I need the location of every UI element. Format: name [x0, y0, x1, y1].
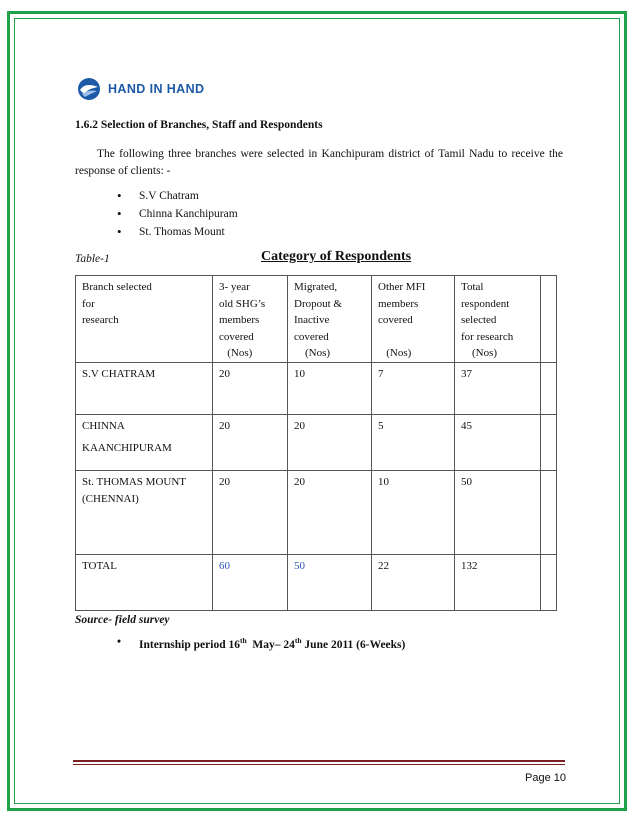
list-item: • Chinna Kanchipuram	[115, 205, 238, 223]
table-header-row	[76, 276, 557, 363]
cell-branch: S.V CHATRAM	[76, 363, 213, 415]
header-migrated: Migrated, Dropout & Inactive covered (Nos)	[288, 276, 372, 363]
cell-total: 45	[455, 415, 541, 471]
intro-paragraph: The following three branches were selected in Kanchipuram district of Tamil Nadu to receive the response of clients: -	[75, 148, 563, 177]
bullet-dot: •	[117, 636, 122, 648]
logo-text: HAND IN HAND	[108, 82, 205, 96]
table-edge-cell	[541, 276, 557, 363]
footer-rule	[73, 760, 565, 762]
respondents-table	[75, 275, 557, 611]
cell-migrated: 20	[288, 415, 372, 471]
cell-other: 10	[372, 471, 455, 555]
table-row	[76, 555, 557, 611]
branch-list	[115, 187, 238, 241]
table-edge-cell	[541, 363, 557, 415]
internship-line	[115, 636, 405, 651]
header-shg: 3- year old SHG’s members covered (Nos)	[213, 276, 288, 363]
table-title: Category of Respondents	[261, 249, 412, 264]
header-branch: Branch selected for research	[76, 276, 213, 363]
cell-other: 22	[372, 555, 455, 611]
cell-shg: 20	[213, 471, 288, 555]
hands-logo-icon	[76, 77, 102, 101]
cell-migrated: 50	[288, 555, 372, 611]
list-item: • S.V Chatram	[115, 187, 238, 205]
cell-total: 132	[455, 555, 541, 611]
table-row	[76, 471, 557, 555]
section-heading: 1.6.2 Selection of Branches, Staff and Respondents	[75, 119, 323, 131]
header-other-mfi: Other MFI members covered (Nos)	[372, 276, 455, 363]
cell-shg: 60	[213, 555, 288, 611]
page-number: Page 10	[525, 772, 566, 784]
table-row	[76, 363, 557, 415]
cell-migrated: 10	[288, 363, 372, 415]
cell-other: 7	[372, 363, 455, 415]
internship-text: Internship period 16th May– 24th June 2011 (6-Weeks)	[139, 636, 406, 651]
cell-other: 5	[372, 415, 455, 471]
table-source: Source- field survey	[75, 614, 170, 626]
table-edge-cell	[541, 555, 557, 611]
footer-rule-thin	[73, 764, 565, 765]
cell-branch: CHINNA KAANCHIPURAM	[76, 415, 213, 471]
cell-branch: St. THOMAS MOUNT (CHENNAI)	[76, 471, 213, 555]
header-total: Total respondent selected for research (Nos)	[455, 276, 541, 363]
cell-migrated: 20	[288, 471, 372, 555]
cell-branch: TOTAL	[76, 555, 213, 611]
list-item: • St. Thomas Mount	[115, 223, 238, 241]
table-label: Table-1	[75, 253, 110, 265]
cell-total: 50	[455, 471, 541, 555]
table-edge-cell	[541, 415, 557, 471]
cell-shg: 20	[213, 415, 288, 471]
cell-total: 37	[455, 363, 541, 415]
table-edge-cell	[541, 471, 557, 555]
table-row	[76, 415, 557, 471]
hand-in-hand-logo	[76, 77, 204, 101]
cell-shg: 20	[213, 363, 288, 415]
